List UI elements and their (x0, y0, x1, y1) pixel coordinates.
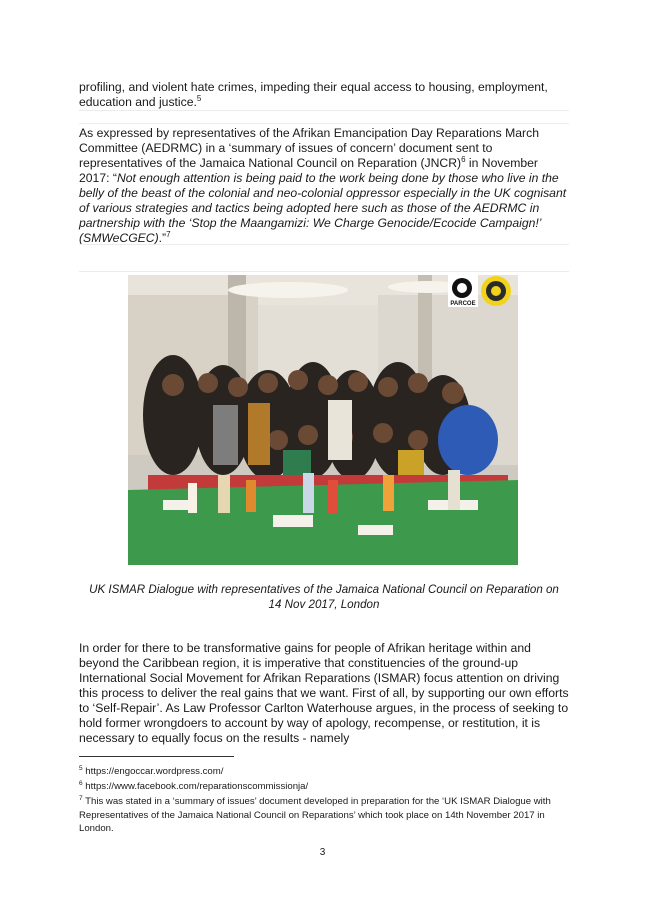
group-photo (128, 275, 518, 565)
paragraph-continuation: profiling, and violent hate crimes, impeding their equal access to housing, employment, education and justice.$^5$ (79, 80, 548, 109)
divider (79, 271, 569, 272)
paragraph-ismar: In order for there to be transformative gains for people of Afrikan heritage within and beyond the Caribbean region, it is imperative that constituencies of the ground-up International Social Movement for Afrikan Reparations (ISMAR) focus attention on driving this process to deliver the real gains that we want. First of all, by supporting our own efforts to ‘Self-Repair’. As Law Professor Carlton Waterhouse argues, in the process of seeking to hold former wrongdoers to account by way of apology, recompense, or restitution, it is necessary to equally focus on the results - namely (79, 641, 569, 745)
footnote-5-link[interactable]: https://engoccar.wordpress.com/ (82, 766, 224, 778)
footnote-ref-7[interactable]: 7 (166, 229, 171, 239)
footnote-ref-6[interactable]: 6 (461, 154, 466, 164)
divider (79, 123, 569, 124)
page-number: 3 (319, 847, 326, 858)
footnote-separator (79, 756, 234, 757)
parcoe-logo-text: PARCOE (450, 301, 476, 307)
divider (79, 244, 569, 245)
footnote-ref-5[interactable]: 5 (196, 93, 202, 103)
footnote-5: $^5$ https://engoccar.wordpress.com/ (79, 765, 224, 778)
quoted-text: Not enough attention is being paid to the work being done by those who live in the belly of the beast of the colonial and neo-colonial oppressor especially in the UK cognisant of various strategies and tactics being adopted here such as those of the AEDRMC in partnership with the ‘Stop the Maangamizi: We Charge Genocide/Ecocide Campaign!’ (SMWeCGEC) (79, 171, 567, 245)
footnote-6: $^6$ https://www.facebook.com/reparationscommissionja/ (79, 780, 309, 793)
footnote-7: $^7$ This was stated in a ‘summary of issues’ document developed in preparation for the ‘UK ISMAR Dialogue with Representatives of the Jamaica National Council on Reparations’ which took place on 14th November 2017 in London. (79, 795, 551, 835)
divider (79, 110, 569, 111)
paragraph-aedrmc-quote: As expressed by representatives of the Afrikan Emancipation Day Reparations March Committee (AEDRMC) in a ‘summary of issues of concern’ document sent to representatives of the Jamaica National Council on Reparation (JNCR)$^6$ in November 2017: “Not enough attention is being paid to the work being done by those who live in the belly of the beast of the colonial and neo-colonial oppressor especially in the UK cognisant of various strategies and tactics being adopted here such as those of the AEDRMC in partnership with the ‘Stop the Maangamizi: We Charge Genocide/Ecocide Campaign!’ (SMWeCGEC).”$^7$ (79, 126, 567, 245)
photo-caption: UK ISMAR Dialogue with representatives of the Jamaica National Council on Reparation on 14 Nov 2017, London (89, 583, 559, 611)
footnote-6-link[interactable]: https://www.facebook.com/reparationscommissionja/ (82, 781, 309, 793)
group-photo-illustration (128, 275, 518, 565)
